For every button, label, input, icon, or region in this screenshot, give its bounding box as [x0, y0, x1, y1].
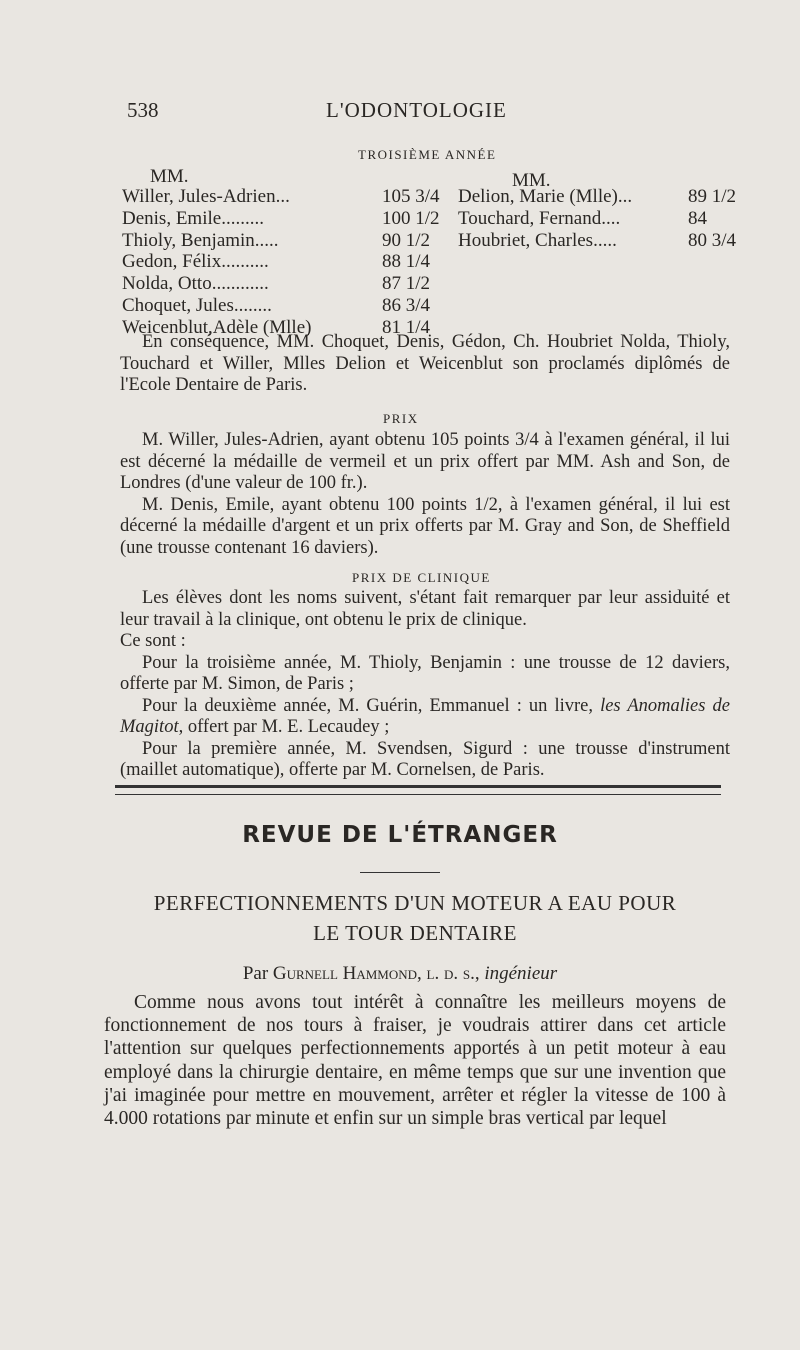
student-score: 89 1/2 [688, 186, 737, 207]
result-entry [458, 230, 758, 252]
student-score: 80 3/4 [688, 229, 737, 251]
student-name: Weicenblut,Adèle (Mlle) [122, 316, 312, 338]
result-entry [122, 208, 452, 230]
student-name: Nolda, Otto............ [122, 273, 269, 295]
running-title: L'ODONTOLOGIE [326, 98, 507, 122]
byline [0, 963, 800, 985]
clinique-paragraph-3: Pour la troisième année, M. Thioly, Benjamin : une trousse de 12 daviers, offerte par M. Simon, de Paris ; [120, 652, 730, 694]
prix-clinique-label: PRIX DE CLINIQUE [352, 570, 491, 585]
author-role: ingénieur [484, 963, 558, 984]
prix-paragraph-1: M. Willer, Jules-Adrien, ayant obtenu 105 points 3/4 à l'examen général, il lui est décerné la médaille de vermeil et un prix offert par MM. Ash and Son, de Londres (d'une valeur de 100 fr.). [120, 430, 730, 493]
clinique-paragraph-4-end: , offert par M. E. Lecaudey ; [178, 717, 390, 737]
student-score: 88 1/4 [382, 251, 431, 273]
article-title-line-2: LE TOUR DENTAIRE [313, 921, 517, 945]
left-results-list [122, 186, 452, 339]
heading-rule [360, 872, 440, 873]
prix-clinique-section [120, 588, 730, 782]
student-score: 100 1/2 [382, 207, 440, 229]
result-entry [458, 208, 758, 230]
student-name: Gedon, Félix.......... [122, 251, 269, 273]
byline-prefix: Par [242, 963, 273, 984]
author-credentials: , l. d. s., [417, 963, 485, 984]
result-entry [122, 230, 452, 252]
article-body [104, 991, 726, 1130]
student-score: 84 [688, 207, 707, 229]
left-mm-label: MM. [150, 166, 189, 187]
author-name: Gurnell Hammond [272, 963, 418, 984]
prix-section [120, 430, 730, 559]
book-title: les Anomalies de Magitot [120, 695, 730, 737]
revue-heading: REVUE DE L'ÉTRANGER [242, 822, 558, 848]
result-entry [122, 295, 452, 317]
student-name: Denis, Emile......... [122, 207, 264, 229]
result-entry [122, 186, 452, 208]
right-mm-label: MM. [512, 170, 551, 191]
conclusion-paragraph: En conséquence, MM. Choquet, Denis, Gédon, Ch. Houbriet Nolda, Thioly, Touchard et Willer, Mlles Delion et Weicenblut son proclamés diplômés de l'Ecole Dentaire de Paris. [120, 332, 730, 395]
student-name: Thioly, Benjamin..... [122, 229, 279, 251]
article-paragraph: Comme nous avons tout intérêt à connaître les meilleurs moyens de fonctionnement de nos tours à fraiser, je voudrais attirer dans cet article l'attention sur quelques perfectionnements apportés à un petit moteur à eau employé dans la chirurgie dentaire, en même temps que sur une invention que j'ai imaginée pour mettre en mouvement, arrêter et régler la vitesse de 100 à 4.000 rotations par minute et enfin sur un simple bras vertical par lequel [104, 992, 726, 1130]
student-score: 90 1/2 [382, 229, 431, 251]
prix-paragraph-2: M. Denis, Emile, ayant obtenu 100 points 1/2, à l'examen général, il lui est décerné la médaille d'argent et un prix offerts par M. Gray and Son, de Sheffield (une trousse contenant 16 daviers). [120, 494, 730, 558]
student-score: 81 1/4 [382, 316, 431, 338]
clinique-paragraph-2: Ce sont : [120, 631, 186, 651]
student-name: Willer, Jules-Adrien... [122, 186, 290, 207]
student-score: 86 3/4 [382, 294, 431, 316]
clinique-paragraph-4 [120, 696, 730, 739]
result-entry [122, 251, 452, 273]
student-name: Touchard, Fernand.... [458, 207, 621, 229]
prix-label: PRIX [383, 411, 419, 426]
clinique-paragraph-1: Les élèves dont les noms suivent, s'étant fait remarquer par leur assiduité et leur travail à la clinique, ont obtenu le prix de clinique. [120, 588, 730, 630]
student-name: Houbriet, Charles..... [458, 229, 617, 251]
troisieme-annee-label: TROISIÈME ANNÉE [358, 147, 497, 162]
result-entry [122, 273, 452, 295]
section-divider [115, 785, 721, 795]
clinique-paragraph-5: Pour la première année, M. Svendsen, Sigurd : une trousse d'instrument (maillet automatique), offerte par M. Cornelsen, de Paris. [120, 738, 730, 780]
student-name: Delion, Marie (Mlle)... [458, 186, 633, 207]
result-entry [458, 186, 758, 208]
student-score: 87 1/2 [382, 273, 431, 295]
right-results-list [458, 186, 758, 251]
clinique-paragraph-4-start: Pour la deuxième année, M. Guérin, Emmanuel : un livre, [142, 695, 601, 716]
student-name: Choquet, Jules........ [122, 294, 272, 316]
article-title-line-1: PERFECTIONNEMENTS D'UN MOTEUR A EAU POUR [153, 891, 677, 915]
article-title [100, 888, 730, 948]
page-number: 538 [127, 98, 159, 122]
student-score: 105 3/4 [382, 186, 440, 207]
